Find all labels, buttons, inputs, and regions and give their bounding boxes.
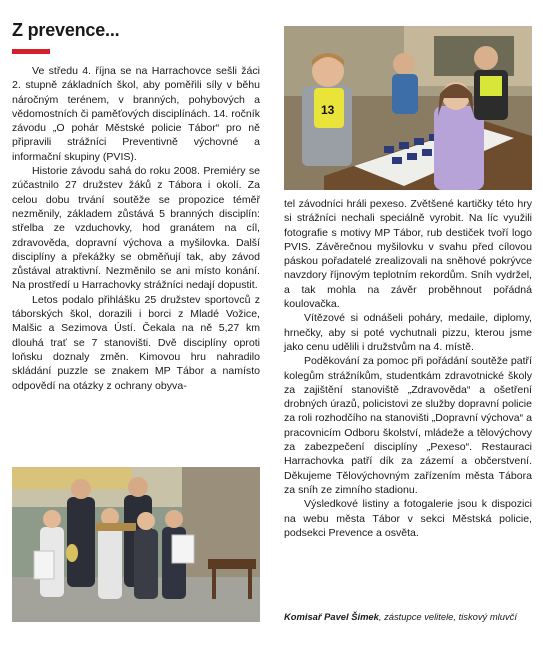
left-column [12,64,260,393]
paragraph: Letos podalo přihlášku 25 družstev sportovců z táborských škol, dorazili i borci z Mladé Vožice, Malšic a Sezimova Ústí. Čekala na ně 5,27 km dlouhá trať se 7 stanovišti. Dvě disciplíny oproti loňsku doznaly změn. Kimovou hru nahradilo skládání puzzle se znakem MP Tábor a namísto odpovědí na otázky z ochrany obyva- [12,293,260,392]
author-signature [284,611,536,622]
article-title: Z prevence... [12,20,120,40]
title-underline [12,49,50,54]
paragraph: Ve středu 4. října se na Harrachovce sešli žáci 2. stupně základních škol, aby poměřili síly v běhu náročným terénem, v branných, pohybových a vědomostních či paměťových disciplínách. 14. ročník závodu „O pohár Městské policie Tábor“ pro ně připravili strážníci Preventivně výchovné a informační skupiny (PVIS). [12,65,260,163]
photo-pexeso-illustration [284,26,532,190]
vest-number: 13 [321,103,335,117]
paragraph: Vítězové si odnášeli poháry, medaile, diplomy, hrnečky, aby si poté vychutnali pizzu, kterou jsme jako cenu udělili i družstvům na 4. místě. [284,312,532,353]
photo-winners-illustration [12,467,260,622]
paragraph: Historie závodu sahá do roku 2008. Premiéry se zúčastnilo 27 družstev žáků z Tábora i okolí. Za celou dobu trvání soutěže se propozice téměř nezměnily, základem zůstává 5 branných disciplín: střelba ze vzduchovky, hod granátem na cíl, zdravověda, dopravní výchova a myšilovka. Další disciplíny a překážky se obměňují tak, aby závod zůstával atraktivní. Nezměnilo se ani místo konání. Na prostředí u Harrachovky strážníci nedají dopustit. [12,165,260,292]
paragraph: tel závodníci hráli pexeso. Zvětšené kartičky této hry si strážníci nechali speciálně vyrobit. Na líc využili fotografie s motivy MP Tábor, rub destiček tvoří logo PVIS. Závěrečnou myšilovku v svahu před cílovou páskou pořadatelé zrealizovali na sněhové pokrývce navzdory říjnovým teplotním rekordům. Sníh vydržel, a tak mohla na závěr proběhnout pořádná koulovačka. [284,198,532,311]
author-name: Komisař Pavel Šimek [284,611,379,622]
paragraph: Výsledkové listiny a fotogalerie jsou k dispozici na webu města Tábor v sekci Městská policie, podsekci Prevence a osvěta. [284,498,532,539]
photo-pexeso-game [284,26,532,190]
author-role: , zástupce velitele, tiskový mluvčí [378,611,517,622]
photo-winners [12,467,260,622]
paragraph: Poděkování za pomoc při pořádání soutěže patří kolegům strážníkům, studentkám zdravotnické školy za zajištění stanoviště „Zdravověda“ a ošetření drobných úrazů, policistovi ze služby dopravní policie za roli rozhodčího na stanovišti „Dopravní výchova“ a pracovnicím Odboru školství, mládeže a tělovýchovy za zabezpečení disciplíny „Pexeso“. Restauraci Harrachovka patří dík za zázemí a občerstvení. Děkujeme Tělovýchovným zařízením města Tábora za sníh ze zimního stadionu. [284,355,532,496]
right-column [284,197,532,540]
